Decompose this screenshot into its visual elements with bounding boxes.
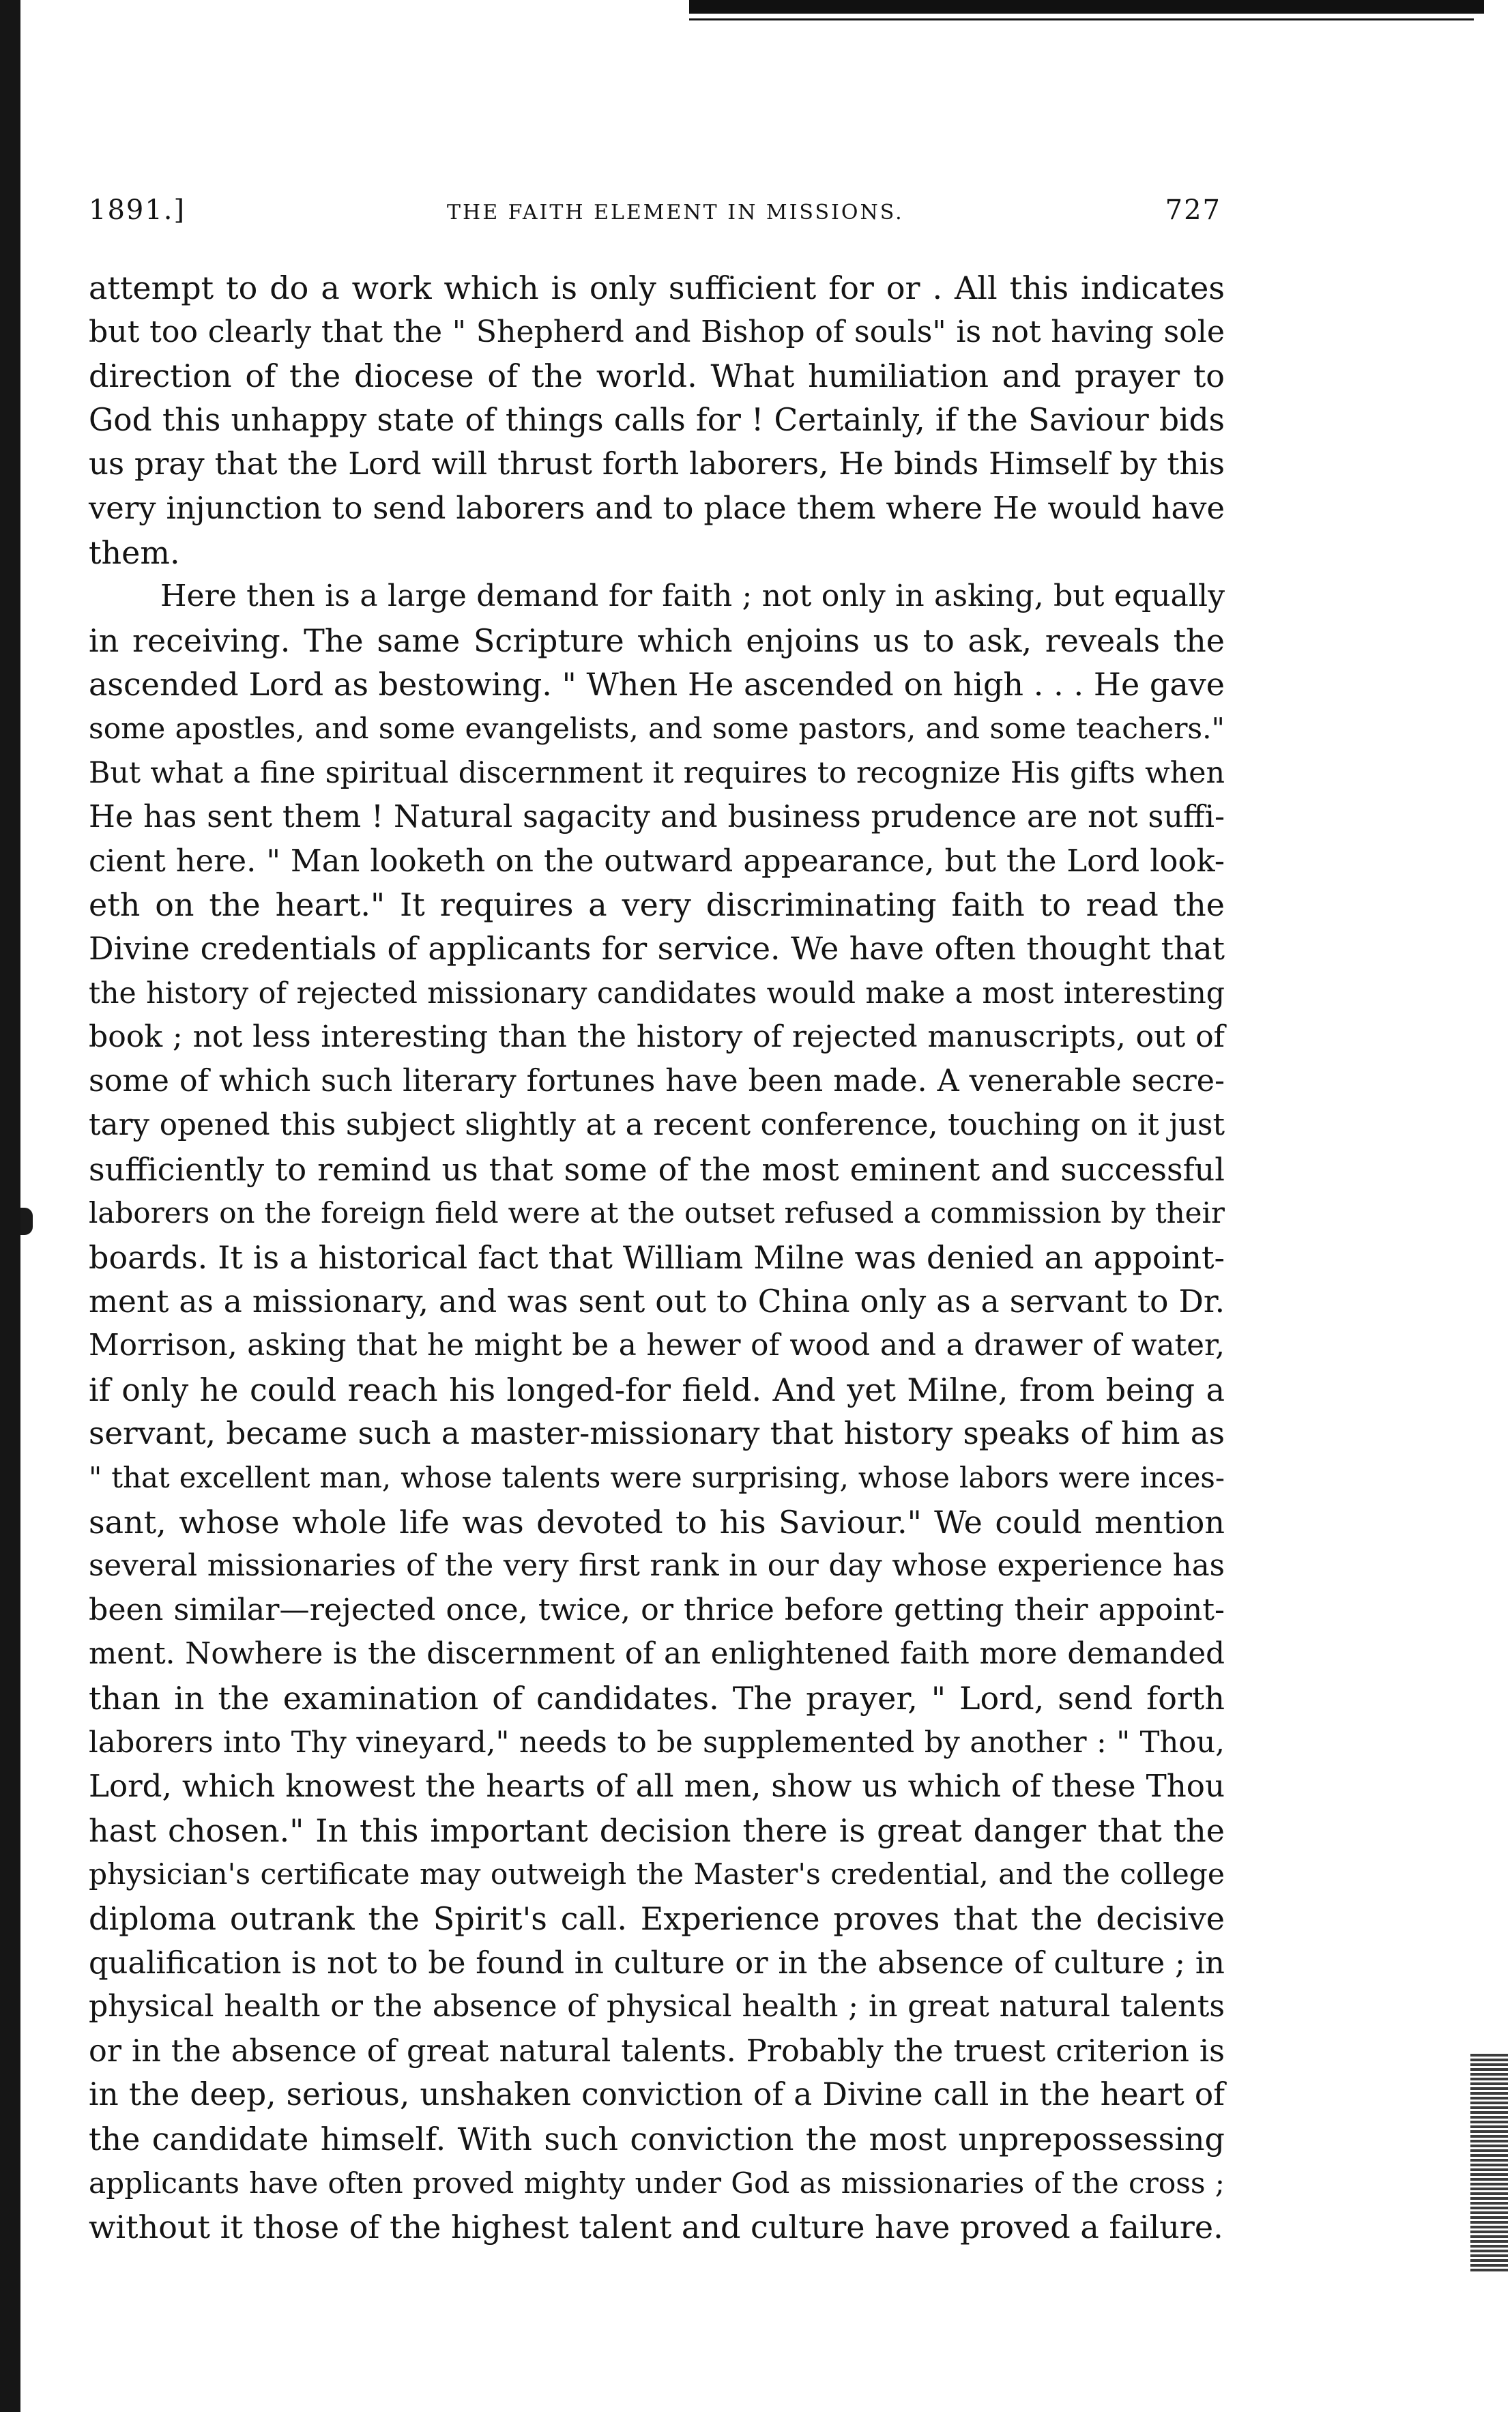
text-line: ment. Nowhere is the discernment of an enlightened faith more demanded xyxy=(89,1637,1225,1672)
text-line: laborers on the foreign field were at the outset refused a commission by their xyxy=(89,1196,1225,1230)
text-line: boards. It is a historical fact that William Milne was denied an appoint- xyxy=(89,1239,1225,1277)
text-line: applicants have often proved mighty under God as missionaries of the cross ; xyxy=(89,2166,1225,2200)
text-line: laborers into Thy vineyard," needs to be supplemented by another : " Thou, xyxy=(89,1725,1225,1760)
paragraph xyxy=(89,266,1225,575)
text-line: some apostles, and some evangelists, and some pastors, and some teachers." xyxy=(89,711,1225,745)
top-rule-thin xyxy=(689,18,1474,20)
scan-edge-noise xyxy=(1470,2054,1508,2272)
article-body xyxy=(89,266,1225,2250)
paragraph xyxy=(89,575,1225,2250)
text-line: ascended Lord as bestowing. " When He ascended on high . . . He gave xyxy=(89,666,1225,703)
text-line: them. xyxy=(89,534,180,571)
text-line: " that excellent man, whose talents were surprising, whose labors were inces- xyxy=(89,1461,1225,1495)
running-title: THE FAITH ELEMENT IN MISSIONS. xyxy=(447,201,904,224)
text-line: direction of the diocese of the world. What humiliation and prayer to xyxy=(89,358,1225,395)
text-line: in receiving. The same Scripture which enjoins us to ask, reveals the xyxy=(89,622,1225,659)
text-line: Divine credentials of applicants for service. We have often thought that xyxy=(89,930,1225,967)
text-line: physical health or the absence of physical health ; in great natural talents xyxy=(89,1989,1225,2024)
text-line: Morrison, asking that he might be a hewer of wood and a drawer of water, xyxy=(89,1328,1225,1363)
text-line: in the deep, serious, unshaken conviction of a Divine call in the heart of xyxy=(89,2076,1225,2113)
text-line: if only he could reach his longed-for field. And yet Milne, from being a xyxy=(89,1371,1225,1408)
text-line: diploma outrank the Spirit's call. Experience proves that the decisive xyxy=(89,1900,1225,1937)
text-line: some of which such literary fortunes have been made. A venerable secre- xyxy=(89,1063,1225,1099)
text-line: But what a fine spiritual discernment it requires to recognize His gifts when xyxy=(89,755,1225,790)
text-line: Here then is a large demand for faith ; not only in asking, but equally xyxy=(160,579,1225,614)
text-line: but too clearly that the " Shepherd and Bishop of souls" is not having sole xyxy=(89,314,1225,349)
text-line: tary opened this subject slightly at a recent conference, touching on it just xyxy=(89,1107,1225,1143)
text-line: the candidate himself. With such conviction the most unprepossessing xyxy=(89,2120,1225,2157)
text-line: Lord, which knowest the hearts of all men, show us which of these Thou xyxy=(89,1768,1225,1805)
text-line: the history of rejected missionary candidates would make a most interesting xyxy=(89,976,1225,1011)
text-line: without it those of the highest talent and culture have proved a failure. xyxy=(89,2209,1223,2246)
text-line: or in the absence of great natural talents. Probably the truest criterion is xyxy=(89,2033,1225,2069)
scan-binding-edge xyxy=(0,0,20,2412)
text-line: us pray that the Lord will thrust forth laborers, He binds Himself by this xyxy=(89,446,1225,482)
text-line: sant, whose whole life was devoted to his Saviour." We could mention xyxy=(89,1503,1225,1541)
running-header xyxy=(89,194,1221,235)
text-line: servant, became such a master-missionary that history speaks of him as xyxy=(89,1415,1225,1452)
top-rule xyxy=(689,0,1484,14)
text-line: qualification is not to be found in culture or in the absence of culture ; in xyxy=(89,1944,1225,1981)
text-line: been similar—rejected once, twice, or thrice before getting their appoint- xyxy=(89,1592,1225,1627)
text-line: book ; not less interesting than the history of rejected manuscripts, out of xyxy=(89,1019,1225,1055)
text-line: several missionaries of the very first rank in our day whose experience has xyxy=(89,1549,1225,1584)
page-number: 727 xyxy=(1165,194,1221,226)
text-line: cient here. " Man looketh on the outward appearance, but the Lord look- xyxy=(89,842,1225,879)
text-line: very injunction to send laborers and to place them where He would have xyxy=(89,489,1225,526)
text-line: He has sent them ! Natural sagacity and business prudence are not suffi- xyxy=(89,799,1225,835)
text-line: ment as a missionary, and was sent out to China only as a servant to Dr. xyxy=(89,1283,1225,1320)
header-year: 1891.] xyxy=(89,194,186,226)
text-line: sufficiently to remind us that some of the most eminent and successful xyxy=(89,1150,1225,1188)
text-line: attempt to do a work which is only sufficient for or . All this indicates xyxy=(89,270,1225,306)
scan-margin-mark xyxy=(20,1208,33,1235)
text-line: eth on the heart." It requires a very discriminating faith to read the xyxy=(89,886,1225,924)
text-line: physician's certificate may outweigh the Master's credential, and the college xyxy=(89,1857,1225,1891)
text-line: than in the examination of candidates. The prayer, " Lord, send forth xyxy=(89,1680,1225,1717)
text-line: God this unhappy state of things calls for ! Certainly, if the Saviour bids xyxy=(89,401,1225,438)
text-line: hast chosen." In this important decision there is great danger that the xyxy=(89,1812,1225,1849)
